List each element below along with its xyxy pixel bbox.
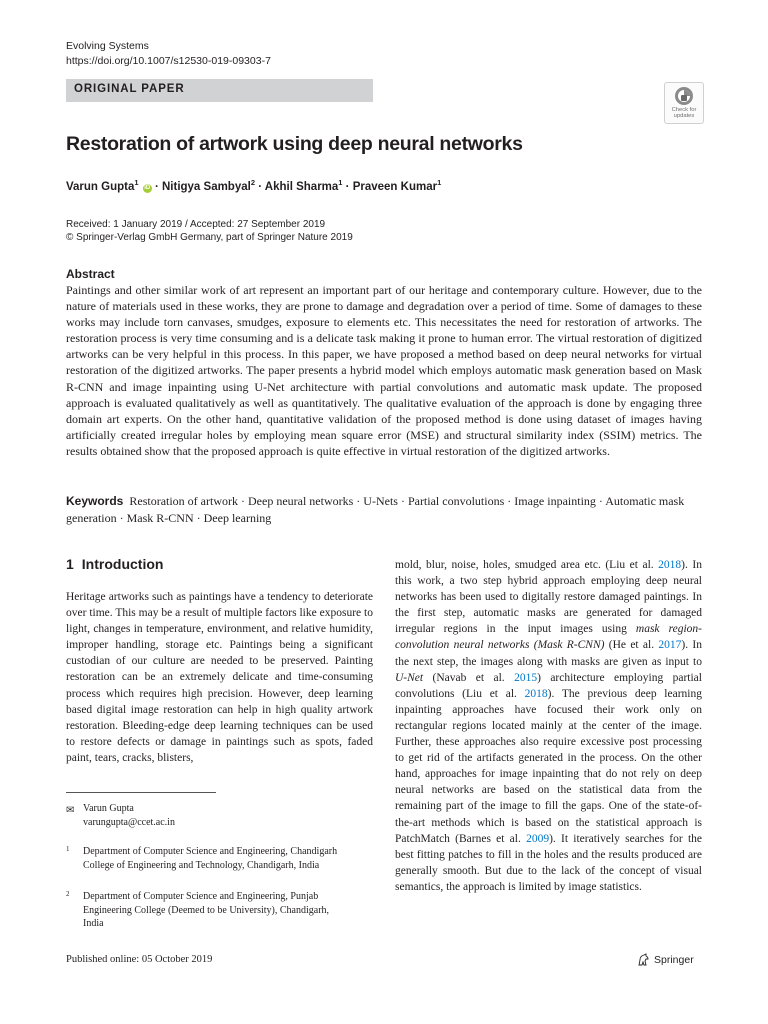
author-name[interactable]: Akhil Sharma: [264, 180, 339, 193]
body-text: (Navab et al.: [423, 671, 515, 684]
author-name[interactable]: Varun Gupta: [66, 180, 135, 193]
intro-left-column: Heritage artworks such as paintings have a tendency to deteriorate over time. This may be a result of multiple factors like exposure to light, changes in temperature, environment, and relative humidity, improper handling, storage etc. Paintings being a significant custodian of our culture are needed to be preserved. Painting restoration can be an extremely delicate and time-consuming process which requires high precision. However, deep learning based digital image restoration can help in high quality artwork restoration. Bleeding-edge deep learning techniques can be used to restore defects or damage in paintings such as spots, faded paint, tears, cracks, blisters,: [66, 591, 373, 764]
author-affiliation-number: 1: [134, 178, 139, 187]
keywords-block: [66, 493, 702, 526]
doi-link[interactable]: https://doi.org/10.1007/s12530-019-09303-7: [66, 55, 271, 67]
affiliation: [66, 890, 348, 931]
contact-name: Varun Gupta: [83, 803, 134, 814]
keywords-list: Restoration of artwork · Deep neural networks · U-Nets · Partial convolutions · Image inpainting · Automatic mask generation · Mask R-CNN · Deep learning: [66, 494, 685, 525]
publisher-name: Springer: [654, 954, 694, 966]
check-for-updates-badge[interactable]: [664, 82, 704, 124]
journal-name: Evolving Systems: [66, 40, 149, 52]
body-text: ) architecture employing partial convolutions (Liu et al.: [395, 671, 702, 700]
emphasis-text: U-Net: [395, 671, 424, 684]
springer-horse-icon: [636, 953, 650, 967]
citation-link[interactable]: 2017: [658, 639, 682, 652]
published-date: Published online: 05 October 2019: [66, 954, 213, 965]
abstract-heading: Abstract: [66, 267, 115, 281]
body-text: mold, blur, noise, holes, smudged area etc. (Liu et al.: [395, 559, 659, 571]
affiliation-number: 2: [66, 890, 70, 898]
abstract-text: Paintings and other similar work of art represent an important part of our heritage and contemporary culture. However, due to the nature of materials used in these works, they are prone to damage and degradation over a period of time. Some of damages to these works may include torn canvases, smudges, exposure to elements etc. This necessitates the need for restoration of artworks. The restoration process is very time consuming and is a delicate task making it prone to human error. The virtual restoration of digitized artworks can be very helpful in this process. In this paper, we have proposed a method based on deep neural networks for virtual restoration of the digitized artworks. The paper presents a hybrid model which employs automatic mask generation based on Mask R-CNN and image inpainting using U-Net architecture with partial convolutions and automatic mask update. The proposed approach is evaluated qualitatively as well as quantitatively. The qualitative evaluation of the approach is done by engaging three domain art experts. On the other hand, quantitative validation of the proposed method is done using dataset of images having artificially created irregular holes by employing mean square error (MSE) and structural similarity index (SSIM) metrics. The results obtained show that the proposed approach is quite effective in virtual restoration of the digitized artworks.: [66, 283, 702, 458]
paper-type-bar: [66, 79, 373, 102]
envelope-icon: ✉: [66, 805, 75, 816]
citation-link[interactable]: 2009: [526, 832, 550, 845]
contact-email[interactable]: varungupta@ccet.ac.in: [83, 817, 175, 828]
author-separator: ·: [255, 180, 265, 193]
citation-link[interactable]: 2018: [524, 687, 548, 700]
affiliation-number: 1: [66, 845, 70, 853]
body-text: ). The previous deep learning inpainting approaches have focused their work only on rectangular regions located mainly at the center of the image. Further, these approaches also require excessive post processing to get rid of the artifacts generated in the process. On the other hand, approaches for image inpainting that do not rely on deep neural networks are based on the statistical data from the remaining part of the image to fill the gaps. One of the state-of-the-art methods which is based on the statistical approach is PatchMatch (Barnes et al.: [395, 687, 702, 845]
emphasis-text: mask region-convolution neural networks (Mask R-CNN): [395, 623, 702, 652]
citation-link[interactable]: 2018: [658, 559, 682, 571]
copyright-notice: © Springer-Verlag GmbH Germany, part of Springer Nature 2019: [66, 232, 353, 243]
citation-link[interactable]: 2015: [514, 671, 538, 684]
publisher-logo: [636, 953, 694, 967]
paper-title: Restoration of artwork using deep neural networks: [66, 133, 523, 155]
author-separator: ·: [151, 180, 162, 193]
affiliation-text: Department of Computer Science and Engineering, Punjab Engineering College (Deemed to be University), Chandigarh, India: [83, 891, 330, 929]
affiliation-text: Department of Computer Science and Engineering, Chandigarh College of Engineering and Technology, Chandigarh, India: [83, 846, 338, 871]
author-affiliation-number: 2: [250, 178, 255, 187]
author-affiliation-number: 1: [338, 178, 343, 187]
body-text: ). In the next step, the images along with masks are given as input to: [395, 639, 702, 668]
affiliation: [66, 845, 348, 872]
keywords-heading: Keywords: [66, 494, 124, 508]
check-updates-icon: [674, 86, 694, 106]
body-text: ). It iteratively searches for the best fitting patches to fill in the holes and the results produced are generally smooth. But due to the lack of the concept of visual semantics, the approach is limited by image statistics.: [395, 832, 702, 893]
section-heading: [66, 556, 163, 572]
author-name[interactable]: Nitigya Sambyal: [161, 180, 251, 193]
section-number: 1: [66, 556, 74, 572]
orcid-icon[interactable]: iD: [144, 184, 151, 191]
paper-type-label: ORIGINAL PAPER: [74, 83, 185, 95]
received-dates: Received: 1 January 2019 / Accepted: 27 September 2019: [66, 219, 326, 230]
author-separator: ·: [342, 180, 353, 193]
author-name[interactable]: Praveen Kumar: [352, 180, 438, 193]
section-title: Introduction: [81, 556, 164, 572]
author-affiliation-number: 1: [437, 178, 442, 187]
body-text: (He et al.: [604, 639, 659, 652]
intro-right-column: [395, 557, 702, 895]
author-list: [66, 178, 441, 193]
footnote-divider: [66, 792, 216, 793]
body-text: ). In this work, a two step hybrid approach employing deep neural networks has been used to digitally restore damaged paintings. In the first step, automatic masks are generated for damaged irregular regions in the input images using: [395, 559, 702, 636]
corresponding-author: [66, 802, 175, 830]
check-updates-label: Check for updates: [671, 107, 697, 119]
